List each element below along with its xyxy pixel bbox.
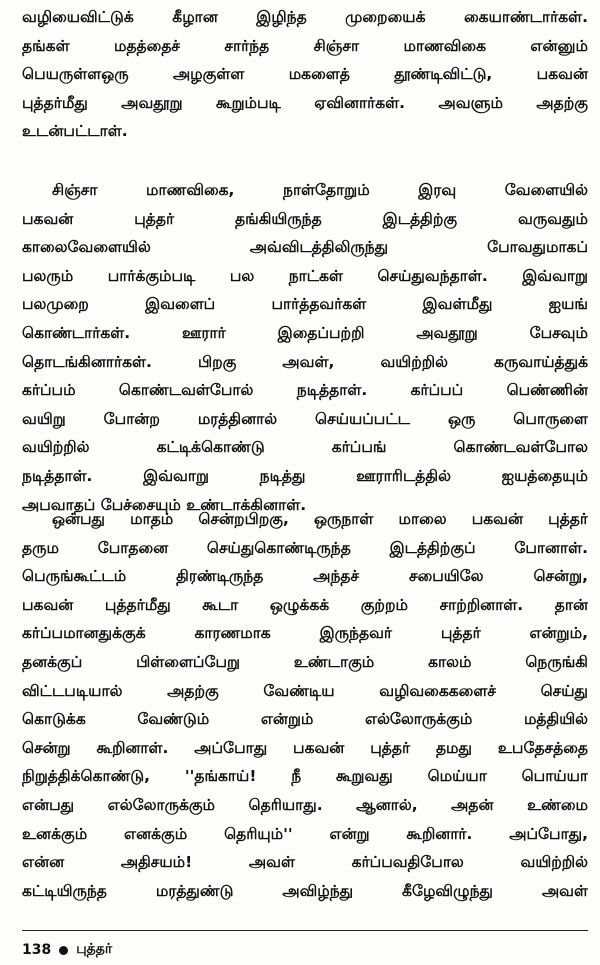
text-line: என்ன அதிசயம்! அவள் கர்ப்பவதிபோல வயிற்றில் — [22, 853, 588, 872]
text-line: தரும போதனை செய்துகொண்டிருந்த இடத்திற்குப் போனாள். — [22, 538, 588, 557]
text-line: கட்டியிருந்த மரத்துண்டு அவிழ்ந்து கீழேவிழுந்து அவள் — [22, 881, 588, 900]
text-line: சிஞ்சா மாணவிகை, நாள்தோறும் இரவு வேளையில் — [52, 181, 588, 199]
text-line: கொண்டார்கள். ஊரார் இதைப்பற்றி அவதூறு பேசவும் — [22, 323, 588, 342]
text-line: பலமுறை இவளைப் பார்த்தவர்கள் இவள்மீது ஐயங் — [22, 295, 588, 314]
text-line: தனக்குப் பிள்ளைப்பேறு உண்டாகும் காலம் நெருங்கி — [22, 652, 588, 671]
text-line: தங்கள் மதத்தைச் சார்ந்த சிஞ்சா மாணவிகை என்னும் — [22, 36, 588, 55]
text-line: பகவன் புத்தர் தங்கியிருந்த இடத்திற்கு வருவதும் — [22, 209, 588, 228]
text-line: கர்ப்பமானதுக்குக் காரணமாக இருந்தவர் புத்தர் என்றும், — [22, 624, 588, 643]
text-line: பெருங்கூட்டம் திரண்டிருந்த அந்தச் சபையிலே சென்று, — [22, 567, 588, 586]
text-line: நிறுத்திக்கொண்டு, ''தங்காய்! நீ கூறுவது மெய்யா பொய்யா — [22, 767, 588, 786]
text-line: உனக்கும் எனக்கும் தெரியும்'' என்று கூறினார். அப்போது, — [22, 824, 588, 843]
text-line: கொடுக்க வேண்டும் என்றும் எல்லோருக்கும் மத்தியில் — [22, 710, 588, 729]
footer-divider — [22, 930, 588, 931]
text-line: என்பது எல்லோருக்கும் தெரியாது. ஆனால், அதன் உண்மை — [22, 795, 588, 814]
bullet-dot-icon — [59, 946, 68, 955]
book-title: புத்தர் — [76, 941, 113, 957]
text-line: விட்டபடியால் அதற்கு வேண்டிய வழிவகைகளைச் செய்து — [22, 681, 588, 700]
text-line: தொடங்கினார்கள். பிறகு அவள், வயிற்றில் கருவாய்த்துக் — [22, 352, 588, 371]
text-line: வயிற்றில் கட்டிக்கொண்டு கர்ப்பங் கொண்டவள்போல — [22, 438, 588, 457]
text-line: பகவன் புத்தர்மீது கூடா ஒழுக்கக் குற்றம் சாற்றினாள். தான் — [22, 595, 588, 614]
text-line: நடித்தாள். இவ்வாறு நடித்து ஊராரிடத்தில் ஐயத்தையும் — [22, 466, 588, 485]
text-line: காலைவேளையில் அவ்விடத்திலிருந்து போவதுமாகப் — [22, 238, 588, 257]
page-number: 138 — [22, 942, 52, 958]
paragraph-3 — [22, 505, 588, 905]
text-line: வயிறு போன்ற மரத்தினால் செய்யப்பட்ட ஒரு பொருளை — [22, 409, 588, 428]
text-line: பலரும் பார்க்கும்படி பல நாட்கள் செய்துவந்தாள். இவ்வாறு — [22, 266, 588, 285]
text-line: ஒன்பது மாதம் சென்றபிறகு, ஒருநாள் மாலை பகவன் புத்தர் — [52, 510, 588, 528]
text-line: பெயருள்ளஒரு அழகுள்ள மகளைத் தூண்டிவிட்டு, பகவன் — [22, 65, 588, 84]
text-line: வழியைவிட்டுக் கீழான இழிந்த முறையைக் கையாண்டார்கள். — [22, 8, 588, 26]
text-line: உடன்பட்டாள். — [22, 122, 128, 141]
paragraph-1 — [22, 3, 588, 146]
paragraph-2 — [22, 176, 588, 519]
text-line: கர்ப்பம் கொண்டவள்போல் நடித்தாள். கர்ப்பப் பெண்ணின் — [22, 381, 588, 400]
text-line: அபவாதப் பேச்சையும் உண்டாக்கினாள். — [22, 495, 307, 514]
text-line: சென்று கூறினாள். அப்போது பகவன் புத்தர் தமது உபதேசத்தை — [22, 738, 588, 757]
text-line: புத்தர்மீது அவதூறு கூறும்படி ஏவினார்கள். அவளும் அதற்கு — [22, 93, 588, 112]
page-footer — [22, 940, 112, 960]
